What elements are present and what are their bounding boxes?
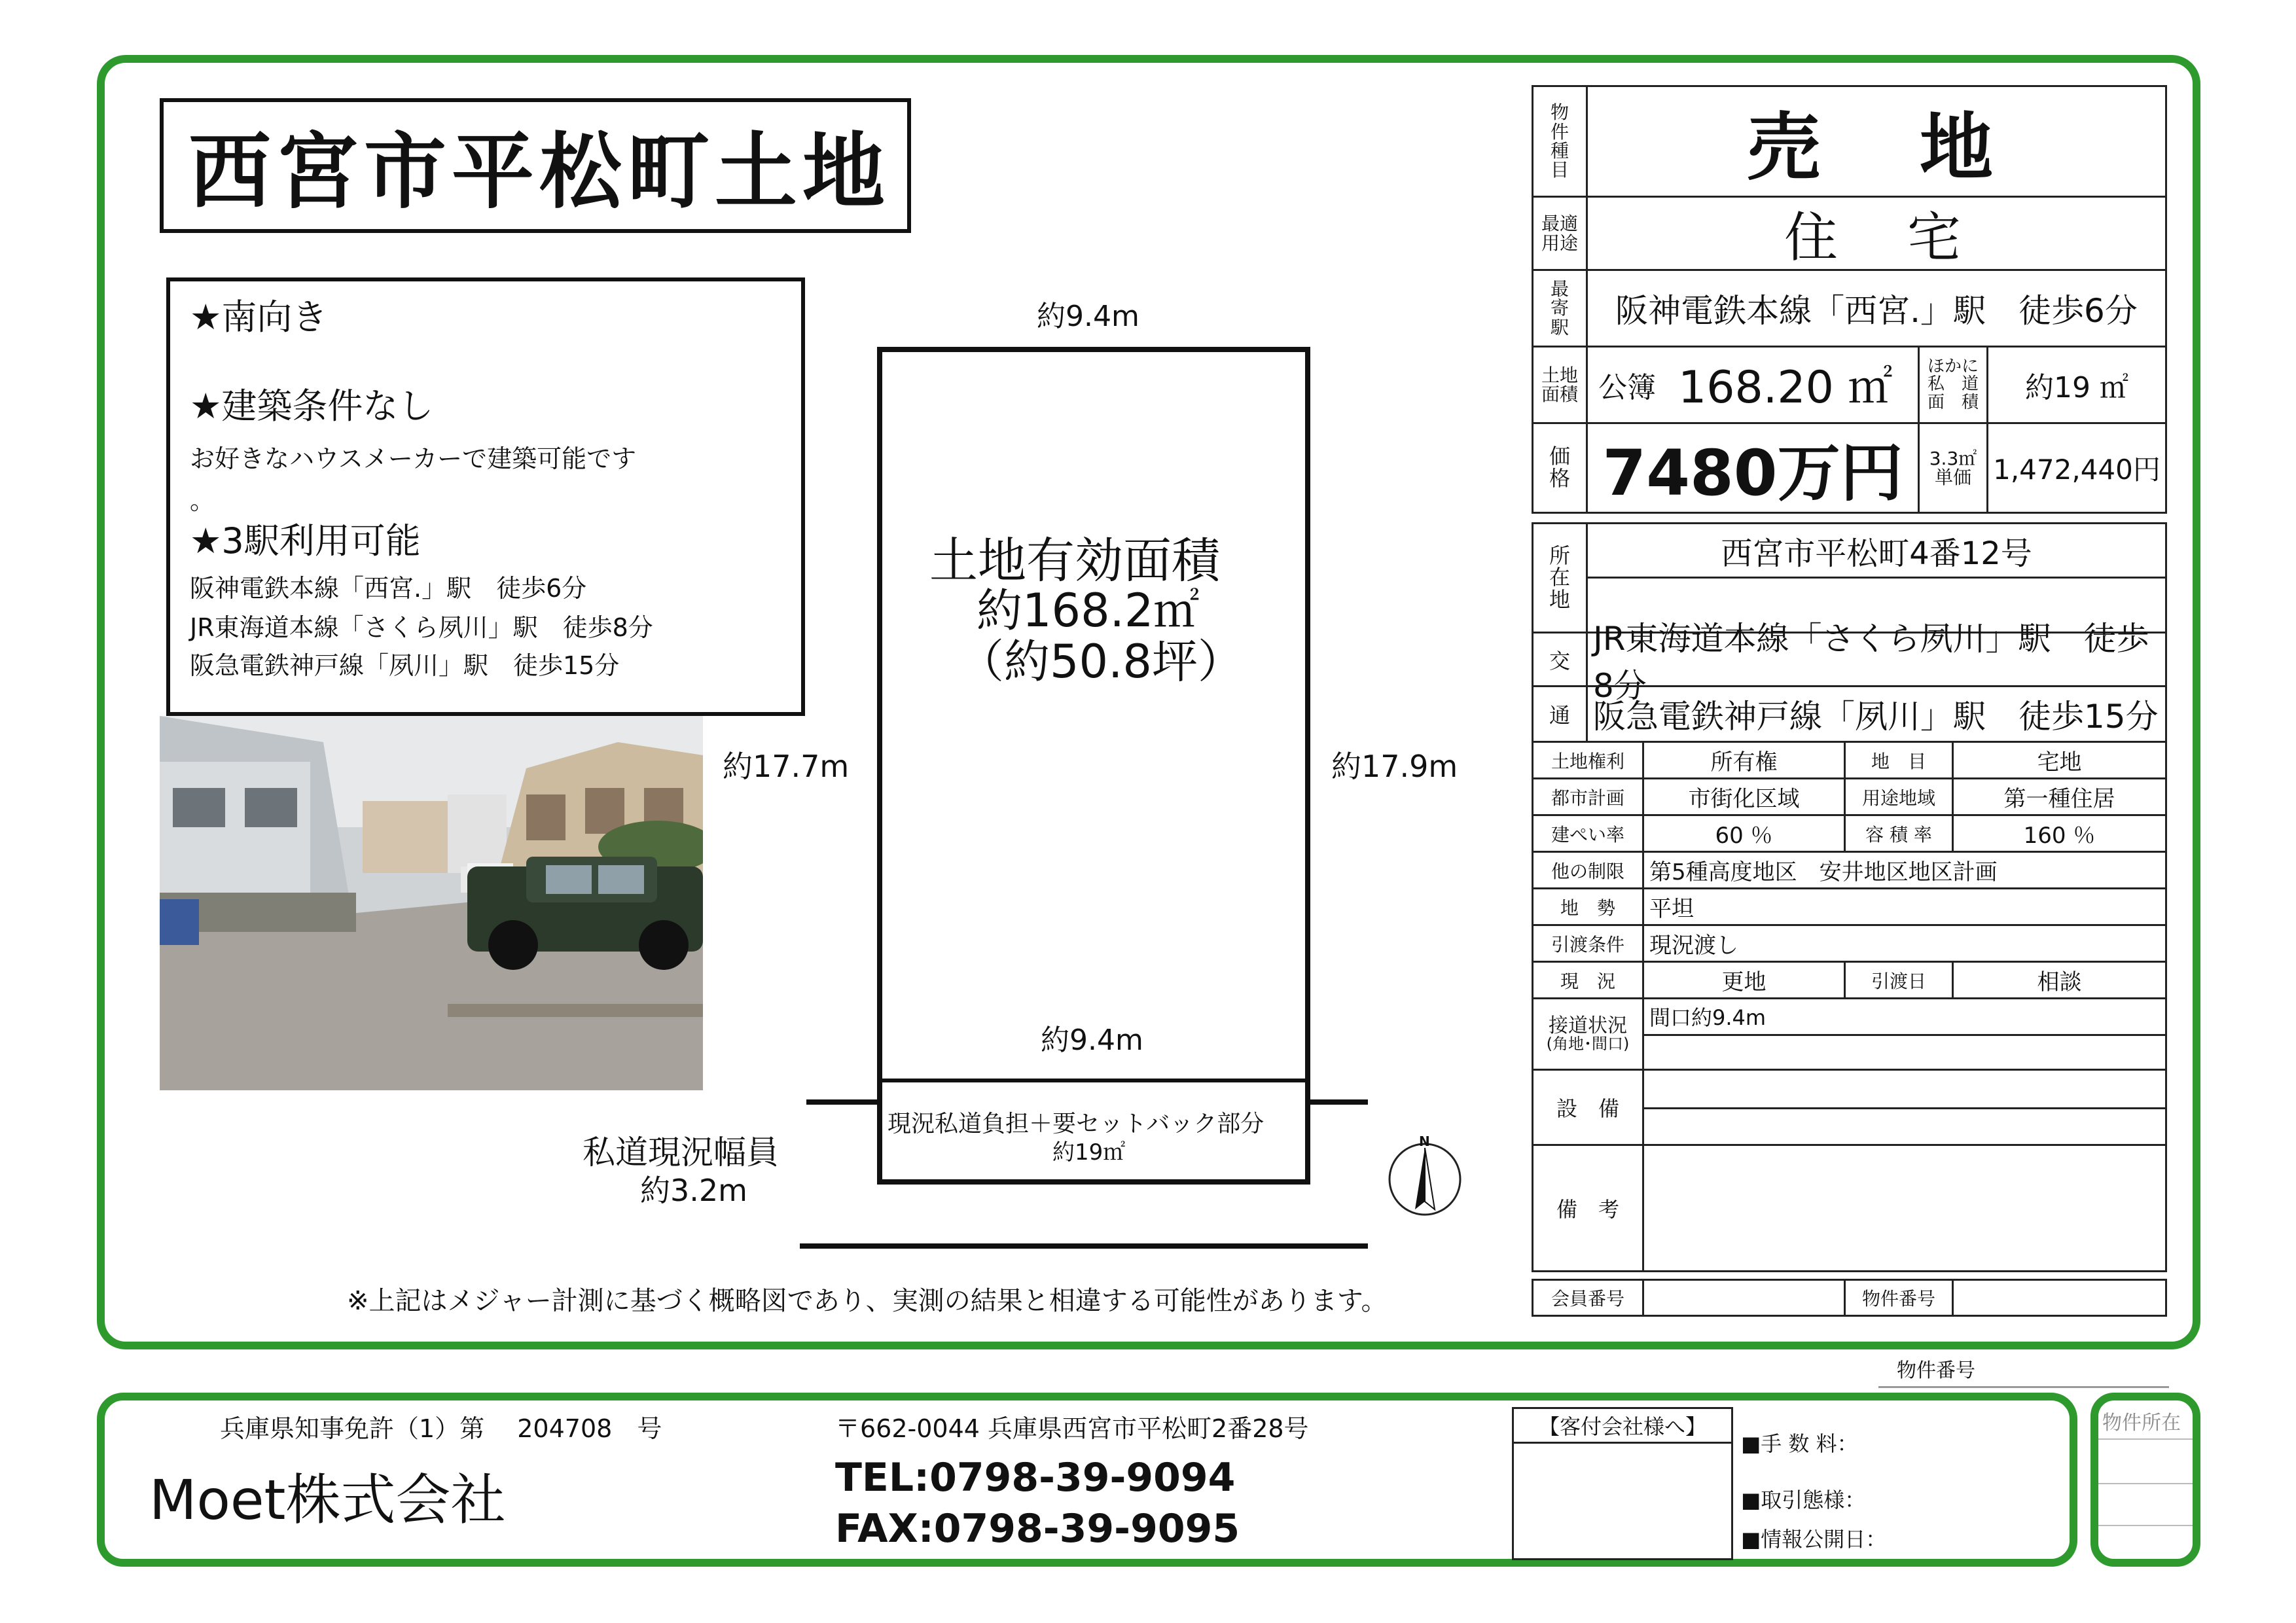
location-label: 所 在 地	[1532, 522, 1588, 633]
remarks-label: 備 考	[1532, 1144, 1644, 1272]
private-road-value: 約19 ㎡	[1986, 346, 2167, 424]
partner-label-box: 【客付会社様へ】	[1512, 1407, 1733, 1444]
type-label: 物 件 種 目	[1532, 85, 1588, 198]
title-box	[160, 98, 911, 233]
price-label: 価 格	[1532, 422, 1588, 514]
side-line-2	[2098, 1483, 2193, 1484]
far-value: 160 ％	[1952, 814, 2167, 853]
road-contact-value: 間口約9.4m	[1642, 997, 2167, 1036]
property-number-outer-label: 物件番号	[1897, 1359, 1975, 1382]
feature-stations-title: ★3駅利用可能	[190, 520, 421, 562]
plot-top-edge	[877, 347, 1310, 352]
road-line-right-top	[1310, 1099, 1368, 1105]
road-contact-label: 接道状況 (角地･間口)	[1532, 997, 1644, 1071]
facilities-value-2	[1642, 1107, 2167, 1146]
side-label: 物件所在	[2102, 1412, 2181, 1435]
feature-no-condition-note2: 。	[190, 486, 215, 515]
traffic-value-1: JR東海道本線「さくら夙川」駅 徒歩8分	[1586, 632, 2167, 687]
property-number-outer-line	[1878, 1386, 2169, 1388]
other-restriction-value: 第5種高度地区 安井地区地区計画	[1642, 851, 2167, 889]
feature-station-3: 阪急電鉄神戸線「夙川」駅 徒歩15分	[190, 651, 620, 680]
delivery-condition-value: 現況渡し	[1642, 924, 2167, 963]
plot-area-label: 土地有効面積	[929, 533, 1220, 589]
feature-station-2: JR東海道本線「さくら夙川」駅 徒歩8分	[190, 613, 653, 642]
delivery-date-value: 相談	[1952, 961, 2167, 999]
plot-right-depth: 約17.9m	[1331, 749, 1458, 784]
city-plan-value: 市街化区域	[1642, 777, 1846, 816]
company-address: 〒662-0044 兵庫県西宮市平松町2番28号	[835, 1414, 1309, 1443]
traffic-label-1: 交	[1532, 632, 1588, 687]
property-number-label: 物件番号	[1844, 1279, 1954, 1317]
terrain-value: 平坦	[1642, 887, 2167, 926]
private-road-label: ほかに 私 道 面 積	[1918, 346, 1988, 424]
area-value-cell: 公簿 168.20 ㎡	[1586, 346, 1920, 424]
location-value: 西宮市平松町4番12号	[1586, 522, 2167, 579]
terrain-label: 地 勢	[1532, 887, 1644, 926]
facilities-value-1	[1642, 1069, 2167, 1109]
company-tel: TEL:0798-39-9094	[835, 1455, 1236, 1501]
plot-right-edge	[1305, 347, 1310, 1185]
status-label: 現 況	[1532, 961, 1644, 999]
zoning-value: 第一種住居	[1952, 777, 2167, 816]
feature-no-condition: ★建築条件なし	[190, 385, 434, 427]
road-line-bottom	[800, 1243, 1368, 1249]
status-value: 更地	[1642, 961, 1846, 999]
other-restriction-label: 他の制限	[1532, 851, 1644, 889]
side-line-3	[2098, 1525, 2193, 1526]
plot-area-tsubo: （約50.8坪）	[958, 635, 1244, 688]
property-number-value	[1952, 1279, 2167, 1317]
facilities-label: 設 備	[1532, 1069, 1644, 1146]
remarks-value	[1642, 1144, 2167, 1272]
road-line-left-top	[806, 1099, 877, 1105]
category-value: 宅地	[1952, 741, 2167, 779]
disclaimer: ※上記はメジャー計測に基づく概略図であり、実測の結果と相違する可能性があります。	[347, 1286, 1388, 1316]
setback-label: 現況私道負担＋要セットバック部分	[888, 1111, 1265, 1137]
road-width: 約3.2m	[640, 1173, 747, 1208]
company-fax: FAX:0798-39-9095	[835, 1506, 1240, 1552]
north-label: N	[1419, 1133, 1430, 1149]
area-label: 土地 面積	[1532, 346, 1588, 424]
member-number-value	[1642, 1279, 1846, 1317]
plot-left-edge	[877, 347, 882, 1185]
plot-bottom-width: 約9.4m	[1041, 1024, 1143, 1057]
price-value: 7480万円	[1586, 422, 1920, 514]
coverage-value: 60 ％	[1642, 814, 1846, 853]
feature-station-1: 阪神電鉄本線「西宮.」駅 徒歩6分	[190, 574, 587, 603]
features-box	[166, 277, 805, 716]
type-value: 売 地	[1586, 85, 2167, 198]
feature-no-condition-note: お好きなハウスメーカーで建築可能です	[190, 444, 637, 473]
coverage-label: 建ぺい率	[1532, 814, 1644, 853]
station-value: 阪神電鉄本線「西宮.」駅 徒歩6分	[1586, 269, 2167, 348]
page-title: 西宮市平松町土地	[188, 124, 890, 220]
plot-top-width: 約9.4m	[1037, 300, 1139, 333]
delivery-date-label: 引渡日	[1844, 961, 1954, 999]
site-photo	[160, 716, 703, 1090]
delivery-condition-label: 引渡条件	[1532, 924, 1644, 963]
side-line-1	[2098, 1438, 2193, 1440]
traffic-label-2: 通	[1532, 685, 1588, 743]
unit-price-value: 1,472,440円	[1986, 422, 2167, 514]
setback-area: 約19㎡	[1052, 1139, 1126, 1166]
rights-label: 土地権利	[1532, 741, 1644, 779]
unit-price-label: 3.3㎡ 単価	[1918, 422, 1988, 514]
road-contact-blank	[1642, 1034, 2167, 1071]
company-name: Moet株式会社	[149, 1468, 506, 1532]
plot-area-sqm: 約168.2㎡	[977, 584, 1200, 637]
plot-boundary-line	[877, 1079, 1310, 1082]
road-label: 私道現況幅員	[583, 1133, 779, 1171]
plot-left-depth: 約17.7m	[723, 749, 850, 784]
publish-date-label: ■情報公開日：	[1741, 1527, 1887, 1552]
plot-bottom-edge	[877, 1179, 1310, 1185]
category-label: 地 目	[1844, 741, 1954, 779]
station-label: 最 寄 駅	[1532, 269, 1588, 348]
fee-label: ■手 数 料：	[1741, 1431, 1858, 1456]
license: 兵庫県知事免許（1）第 204708 号	[220, 1414, 662, 1443]
zoning-label: 用途地域	[1844, 777, 1954, 816]
feature-south: ★南向き	[190, 296, 328, 338]
north-arrow-icon	[1385, 1133, 1465, 1216]
far-label: 容 積 率	[1844, 814, 1954, 853]
use-value: 住 宅	[1586, 196, 2167, 271]
transaction-label: ■取引態様：	[1741, 1488, 1866, 1512]
rights-value: 所有権	[1642, 741, 1846, 779]
member-number-label: 会員番号	[1532, 1279, 1644, 1317]
traffic-value-2: 阪急電鉄神戸線「夙川」駅 徒歩15分	[1586, 685, 2167, 743]
use-label: 最適 用途	[1532, 196, 1588, 271]
city-plan-label: 都市計画	[1532, 777, 1644, 816]
